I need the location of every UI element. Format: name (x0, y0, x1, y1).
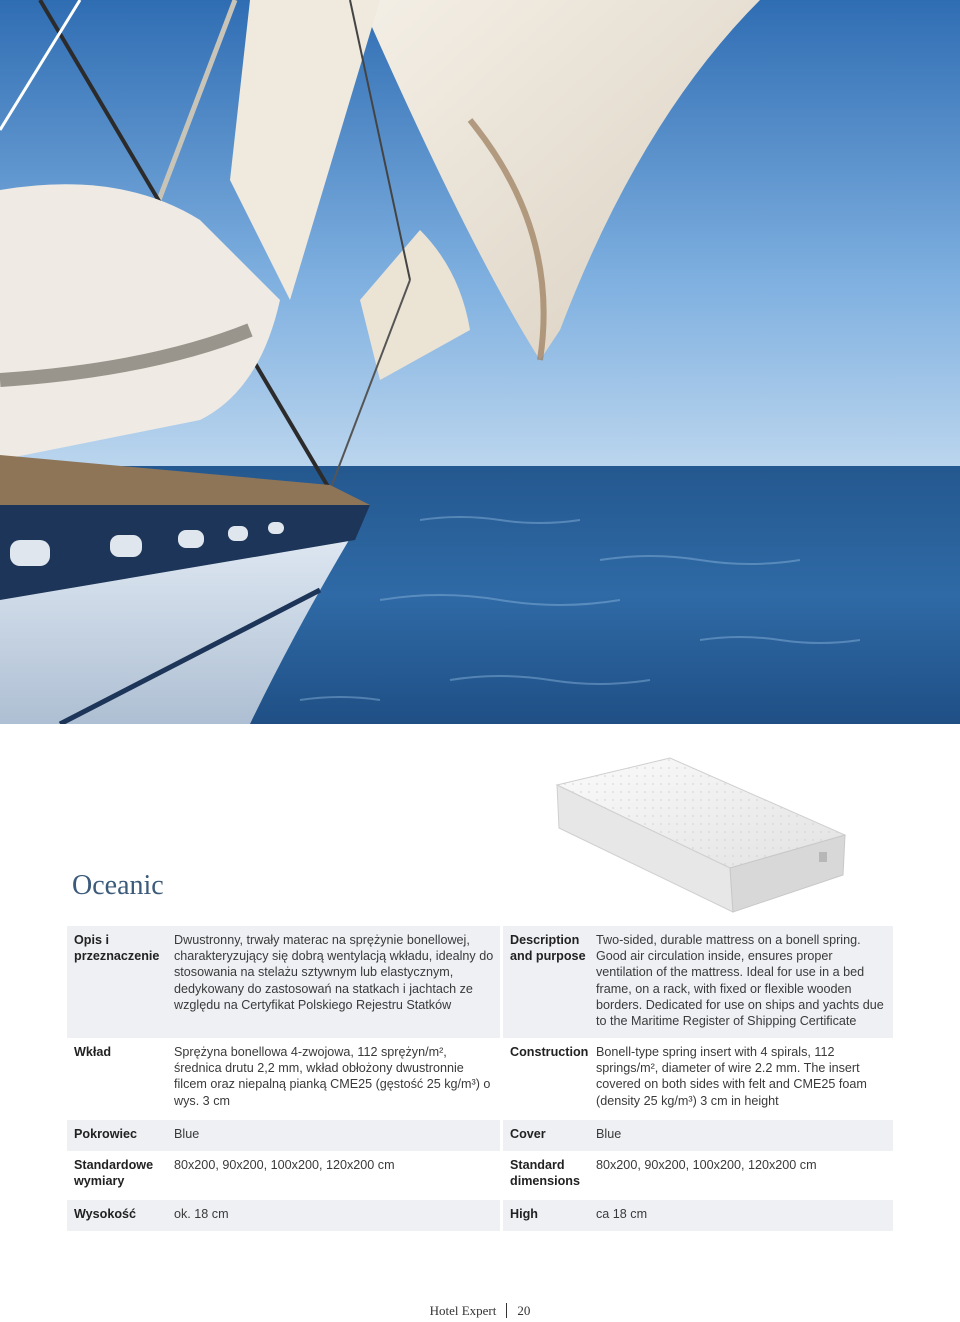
product-title: Oceanic (72, 870, 164, 901)
spec-value: Blue (174, 1127, 200, 1141)
spec-row (67, 1200, 500, 1231)
spec-value: 80x200, 90x200, 100x200, 120x200 cm (174, 1158, 395, 1172)
spec-value: Sprężyna bonellowa 4-zwojowa, 112 sprężyn/m², średnica drutu 2,2 mm, wkład obłożony dwustronnie filcem oraz niepalną pianką CME25 (gęstość 25 kg/m³) o wys. 3 cm (174, 1045, 491, 1108)
spec-row (67, 1151, 500, 1200)
page-number: 20 (517, 1303, 531, 1318)
spec-value: Blue (596, 1127, 622, 1141)
spec-label: Wysokość (74, 1207, 137, 1221)
spec-value: 80x200, 90x200, 100x200, 120x200 cm (596, 1158, 817, 1172)
mattress-product-image (545, 740, 865, 930)
spec-value: Two-sided, durable mattress on a bonell spring. Good air circulation inside, ensures proper ventilation of the mattress. Ideal for use in a bed frame, on a rack, with fixed or flexible wooden borders. Dedicated for use on ships and yachts due to the Maritime Register of Shipping Certificate (596, 933, 884, 1029)
spec-row (503, 1200, 893, 1231)
footer-divider (506, 1303, 507, 1318)
spec-value: Dwustronny, trwały materac na sprężynie bonellowej, charakteryzujący się dobrą wentylacją wkładu, idealny do stosowania na stelażu sztywnym lub elastycznym, dedykowany do zastosowań na statkach i jachtach ze względu na Certyfikat Polskiego Rejestru Statków (174, 933, 494, 1012)
spec-label: Standard dimensions (510, 1158, 580, 1189)
spec-label: High (510, 1207, 538, 1221)
spec-label: Cover (510, 1127, 546, 1141)
spec-value: ca 18 cm (596, 1207, 648, 1221)
spec-row (67, 1038, 500, 1120)
spec-row (67, 1120, 500, 1151)
spec-table-polish (67, 926, 500, 1231)
spec-row (503, 1038, 893, 1120)
spec-label: Opis i przeznaczenie (74, 933, 160, 964)
spec-label: Construction (510, 1045, 589, 1059)
spec-row (503, 926, 893, 1038)
spec-row (503, 1151, 893, 1200)
page-footer (0, 1303, 960, 1319)
spec-label: Description and purpose (510, 933, 586, 964)
spec-label: Wkład (74, 1045, 112, 1059)
spec-row (503, 1120, 893, 1151)
spec-label: Standardowe wymiary (74, 1158, 154, 1189)
spec-row (67, 926, 500, 1038)
spec-value: Bonell-type spring insert with 4 spirals, 112 springs/m², diameter of wire 2.2 mm. The insert covered on both sides with felt and CME25 foam (density 25 kg/m³) 3 cm in height (596, 1045, 867, 1108)
spec-table-english (503, 926, 893, 1231)
footer-brand: Hotel Expert (429, 1303, 497, 1318)
spec-label: Pokrowiec (74, 1127, 137, 1141)
spec-value: ok. 18 cm (174, 1207, 229, 1221)
